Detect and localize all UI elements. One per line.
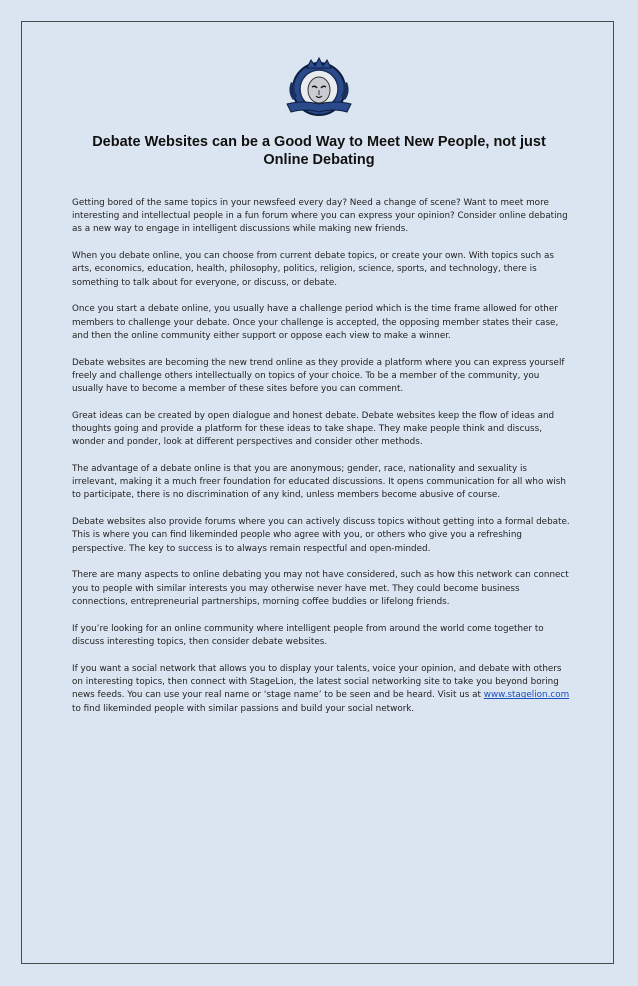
paragraph: When you debate online, you can choose from current debate topics, or create your own. With topics such as arts, economics, education, health, philosophy, politics, religion, science, sports, and technology, there is something to talk about for everyone, or discuss, or debate. [72,251,554,288]
closing-paragraph [72,663,572,716]
paragraph: Once you start a debate online, you usually have a challenge period which is the time frame allowed for other members to challenge your debate. Once your challenge is accepted, the opposing member states their case, and then the online community either support or oppose each view to make a winner. [72,304,559,341]
paragraph: Debate websites also provide forums where you can actively discuss topics without getting into a formal debate. This is where you can find likeminded people who agree with you, or others who give you a refreshing perspective. The key to success is to always remain respectful and open-minded. [72,517,570,554]
document-body [72,197,572,729]
closing-text-after: to find likeminded people with similar passions and build your social network. [72,703,415,714]
paragraph: There are many aspects to online debating you may not have considered, such as how this network can connect you to people with similar interests you may otherwise never have met. They could become business connections, entrepreneurial partnerships, morning coffee buddies or lifelong friends. [72,570,569,607]
paragraph: If you’re looking for an online community where intelligent people from around the world come together to discuss interesting topics, then consider debate websites. [72,623,544,647]
document-title: Debate Websites can be a Good Way to Meet New People, not just Online Debating [92,134,546,168]
lion-crest-icon [283,52,355,124]
paragraph: The advantage of a debate online is that you are anonymous; gender, race, nationality and sexuality is irrelevant, making it a much freer foundation for educated discussions. It opens communication for all who wish to participate, there is no discrimination of any kind, unless members become abusive of course. [72,464,566,501]
paragraph: Great ideas can be created by open dialogue and honest debate. Debate websites keep the flow of ideas and thoughts going and provide a platform for these ideas to take shape. They make people think and discuss, wonder and ponder, look at different perspectives and consider other methods. [72,410,555,448]
paragraph: Getting bored of the same topics in your newsfeed every day? Need a change of scene? Want to meet more interesting and intellectual people in a fun forum where you can express your opinion? Consider online debating as a new way to engage in intelligent discussions while making new friends. [72,198,568,235]
paragraph: Debate websites are becoming the new trend online as they provide a platform where you can express yourself freely and challenge others intellectually on topics of your choice. To be a member of the community, you usually have to become a member of these sites before you can comment. [72,357,565,395]
closing-text-before: If you want a social network that allows you to display your talents, voice your opinion, and debate with others on interesting topics, then connect with StageLion, the latest social networking site to take you beyond boring news feeds. You can use your real name or ‘stage name’ to be seen and be heard. Visit us at [72,664,562,701]
stagelion-link[interactable]: www.stagelion.com [483,690,570,701]
